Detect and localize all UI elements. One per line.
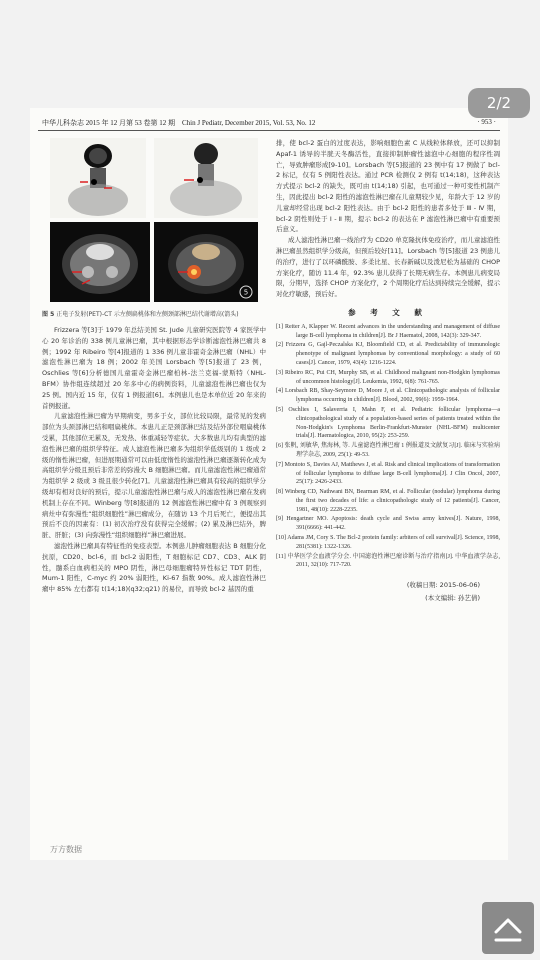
received-date: (收稿日期: 2015-06-06): [406, 581, 480, 590]
pet-ct-figure: [42, 138, 262, 306]
reference-item: [1] Reiter A, Klapper W. Recent advances in the understanding and management of diffuse large B-cell lymphoma in children[J]. Br J Haematol, 2008, 142(3): 329-347.: [276, 323, 500, 339]
fused-pet-ct-scan: [154, 222, 258, 302]
caption-text: 正电子发射(PET)-CT 示左侧扁桃体和左侧颈部淋巴结代谢增高(箭头): [56, 311, 239, 318]
caption-label: 图 5: [42, 311, 55, 318]
reference-item: [11] 中华医学会血液学分会. 中国滤泡性淋巴瘤诊断与治疗指南[J]. 中华血液学杂志, 2011, 32(10): 717-720.: [276, 553, 500, 569]
reference-item: [5] Oschlies I, Salaverria I, Mahn F, et al. Pediatric follicular lymphoma—a clinicopathological study of a population-based series of patients treated within the Non-Hodgkin's Lymphoma Berlin-Frankfurt-Munster (NHL-BFM) multicenter trials[J]. Haematologica, 2010, 95(2): 253-259.: [276, 406, 500, 440]
ct-scan-axial: [50, 222, 150, 302]
reference-item: [4] Lorsbach RB, Shay-Seymore D, Moore J, et al. Clinicopathologic analysis of follicular lymphoma occurring in children[J]. Blood, 2002, 99(6): 1959-1964.: [276, 388, 500, 404]
right-paragraph-1: 排，使 bcl-2 蛋白的过度表达，影响细胞色素 C 从线粒体释放，还可以抑制 Apaf-1 诱导的半胱天冬酶活性，直接抑制肿瘤性滤泡中心细胞的程序性凋亡，导致肿瘤形成[9-10]。Lorsbach 等[5]报道的 23 例中有 17 例做了 bcl-2 标记，仅有 5 例阳性表达。通过 PCR 检测仅 2 例有 t(14;18)，这种表达方式提示 bcl-2 的缺失，既可由 t(14;18) 引起，也可通过一种可变性机制产生，因此提出 bcl-2 阳性的滤泡性淋巴瘤在儿童期较少见，年龄大于 12 岁的儿童却经常出现 bcl-2 阳性表达。由于 bcl-2 阳性的患者多处于 Ⅲ - Ⅳ 期，bcl-2 阴性则处于 Ⅰ - Ⅱ 期，提示 bcl-2 的表达在 P 滤泡性淋巴瘤中有重要预后意义。: [276, 139, 500, 234]
references-heading: 参 考 文 献: [348, 307, 428, 317]
reference-item: [3] Ribeiro RC, Pui CH, Murphy SB, et al. Childhood malignant non-Hodgkin lymphomas of uncommon histology[J]. Leukemia, 1992, 6(8): 761-765.: [276, 369, 500, 385]
watermark-footer: 万方数据: [50, 845, 82, 854]
figure-caption: [42, 310, 266, 319]
reference-item: [10] Adams JM, Cory S. The Bcl-2 protein family: arbiters of cell survival[J]. Science, 1998, 281(5381): 1322-1326.: [276, 535, 500, 550]
chevron-up-icon: [482, 902, 534, 954]
reference-item: [8] Winberg CD, Nathwani BN, Bearman RM, et al. Follicular (nodular) lymphoma during the first two decades of life: a clinicopathologic study of 12 patients[J]. Cancer, 1981, 48(10): 2228-2235.: [276, 489, 500, 513]
left-paragraph-2: 儿童滤泡性淋巴瘤为早期病变，男多于女，部位比较局限，最常见的发病部位为头颈部淋巴结和咽扁桃体。本患儿正是颈部淋巴结及结外部位咽扁桃体受累，其他部位无累及，无发热、体重减轻等症状。大多数患儿均有典型的滤泡性淋巴瘤的组织学特征。成人滤泡性淋巴瘤多为组织学低级别的 1 级或 2 级的惰性淋巴瘤，但进展期通常可以由低度惰性的滤泡性淋巴瘤逐渐转化成为高组织学分级且预后非常差的弥漫大 B 细胞淋巴瘤。而儿童滤泡性淋巴瘤通常为组织学 2 级或 3 级且很少转化[7]。儿童滤泡性淋巴瘤具有较高的组织学分级却有相对良好的预后，提示儿童滤泡性淋巴瘤与成人的滤泡性淋巴瘤在发病机制上存在不同。Winberg 等[8]报道的 12 例滤泡性淋巴瘤中有 3 例观察到病灶中有弥漫性“组织细胞性”淋巴瘤成分，在随访 13 个月后死亡，便提出其预后不良的因素有：(1) 初次治疗没有获得完全缓解；(2) 累及淋巴结外，脾脏、肝脏；(3) 向弥漫性“组织细胞样”淋巴瘤进展。: [42, 412, 266, 540]
page-number: · 953 ·: [477, 118, 496, 126]
page-indicator: 2/2: [468, 88, 530, 118]
left-paragraph-3: 滤泡性淋巴瘤具有特征性的免疫表型。本例患儿肿瘤细胞表达 B 细胞分化抗原，CD20、bcl-6，而 bcl-2 弱阳性，T 细胞标记 CD7、CD3、ALK 阴性，髓系白血病相关的 MPO 阴性，淋巴母细胞瘤特异性标记 TDT 阴性，Mum-1 阳性，C-myc 约 20% 弱阳性，Ki-67 指数 90%。成人滤泡性淋巴瘤中 85% 左右都有 t(14;18)(q32;q21) 的易位，而导致 bcl-2 基因的重: [42, 541, 266, 594]
journal-citation: 中华儿科杂志 2015 年 12 月第 53 卷第 12 期 Chin J Pediatr, December 2015, Vol. 53, No. 12: [42, 119, 316, 127]
right-paragraph-2: 成人滤泡性淋巴瘤一线治疗为 CD20 单克隆抗体免疫治疗，而儿童滤泡性淋巴瘤虽然组织学分级高，但预后较好[11]。Lorsbach 等[5]报道 23 例患儿的治疗，进行了以环磷酰胺、多柔比星、长春新碱以及泼尼松为基础的 CHOP 方案化疗，随访 11.4 年，92.3% 患儿获得了长期无病生存。本例患儿病变局限，分期早，选择 CHOP 方案化疗，2 个周期化疗后达到持续完全缓解，提示对化疗敏感，预后好。: [276, 236, 500, 299]
left-paragraph-1: Frizzera 等[3]于 1979 年总结美国 St. Jude 儿童研究医院等 4 家医学中心 20 年诊治的 338 例儿童淋巴瘤，其中根据形态学诊断滤泡性淋巴瘤共 8 例；1992 年 Ribeiro 等[4]报道的 1 336 例儿童非霍奇金淋巴瘤（NHL）中滤泡性淋巴瘤为 18 例；2002 年美国 Lorsbach 等[5]报道了 23 例，Oschlies 等[6]分析德国儿童霍奇金淋巴瘤柏林-法兰克福-蒙斯特（NHL-BFM）协作组连续超过 20 年多中心的病例资料，儿童滤泡性淋巴瘤也仅为 25 例。国内近 15 年，仅有 1 例报道[6]。本例患儿也是本单位近 20 年来的首例报道。: [42, 326, 266, 410]
running-header: [38, 116, 500, 131]
reference-item: [6] 张帆, 刘敏华, 焦海林, 等. 儿童滤泡性淋巴瘤 1 例报道及文献复习[J]. 临床与实验病理学杂志, 2009, 25(1): 49-53.: [276, 443, 500, 458]
pet-scan-coronal: [50, 138, 146, 218]
reference-item: [7] Montoto S, Davies AJ, Matthews J, et al. Risk and clinical implications of transformation of follicular lymphoma to diffuse large B-cell lymphoma[J]. J Clin Oncol, 2007, 25(17): 2426-2433.: [276, 461, 500, 486]
journal-page: [30, 108, 508, 860]
figure-number-badge: 5: [243, 288, 249, 297]
left-column: [42, 138, 266, 595]
pet-scan-sagittal: [154, 138, 258, 218]
right-column: [276, 138, 500, 604]
scroll-to-top-button[interactable]: [482, 902, 534, 954]
reference-item: [2] Frizzera G, Gajl-Peczalska KJ, Bloomfield CD, et al. Predictability of immunologic phenotype of malignant lymphomas by conventional morphology: a study of 60 cases[J]. Cancer, 1979, 43(4): 1216-1224.: [276, 342, 500, 366]
reference-item: [9] Hengartner MO. Apoptosis: death cycle and Swiss army knives[J]. Nature, 1998, 391(6666): 441-442.: [276, 516, 500, 532]
editor-credit: (本文编辑: 孙艺倩): [425, 594, 480, 603]
